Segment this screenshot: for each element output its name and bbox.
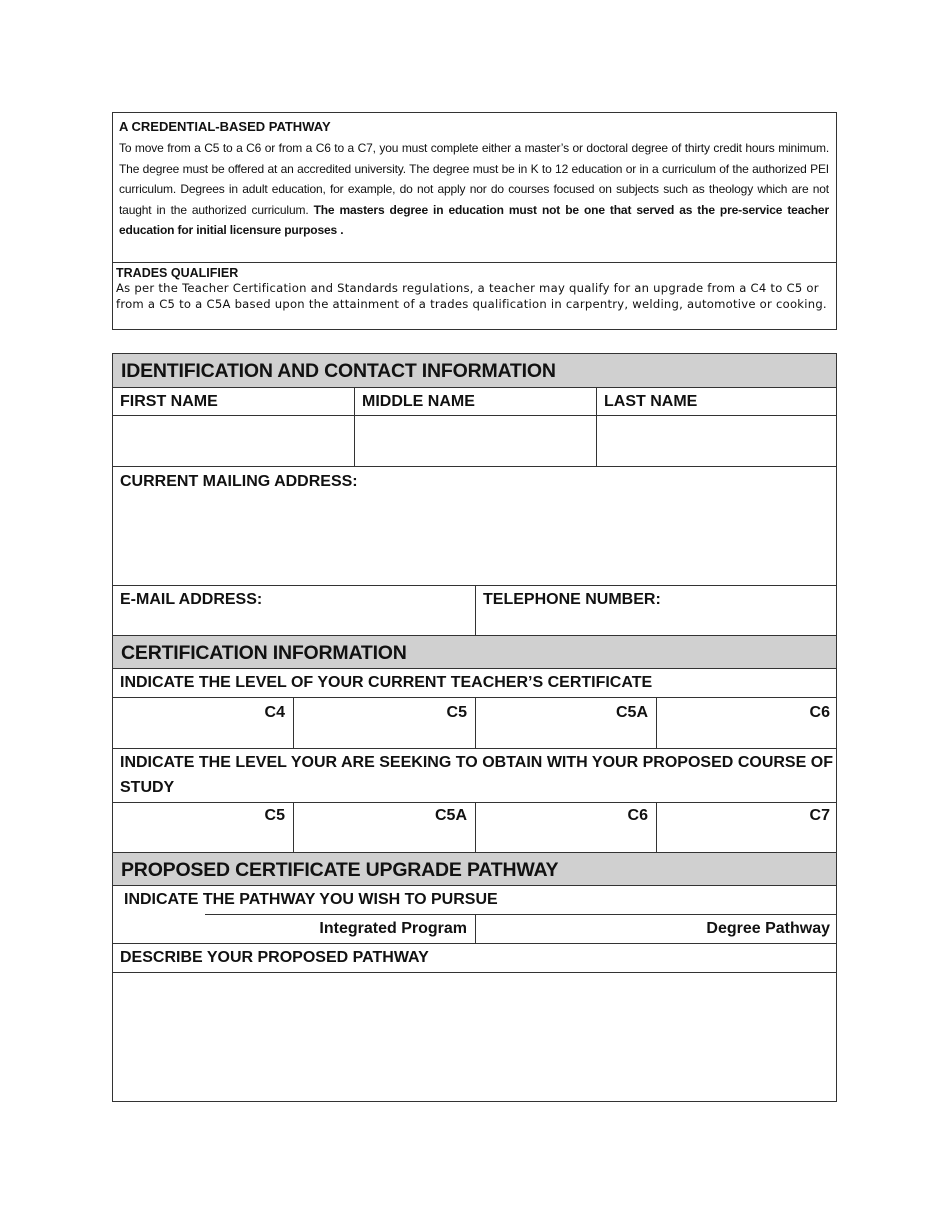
identification-header (113, 354, 836, 388)
seeking-level-option[interactable] (476, 803, 657, 852)
email-field[interactable] (113, 586, 476, 635)
identification-heading: IDENTIFICATION AND CONTACT INFORMATION (121, 360, 556, 382)
seeking-level-label-row (113, 749, 836, 803)
current-level-options (113, 698, 836, 749)
credential-pathway-body-bold: The masters degree in education must not be one that served as the pre-service teacher education for initial licensure purposes . (119, 202, 829, 238)
middle-name-field[interactable] (355, 416, 597, 466)
mailing-address-field[interactable] (113, 467, 836, 586)
degree-pathway-label: Degree Pathway (706, 920, 830, 937)
current-level-option[interactable] (476, 698, 657, 748)
first-name-label: FIRST NAME (120, 393, 218, 410)
last-name-label: LAST NAME (604, 393, 698, 410)
current-level-c4: C4 (264, 704, 285, 721)
trades-qualifier-body: As per the Teacher Certification and Standards regulations, a teacher may qualify for an upgrade from a C4 to C5 or from a C5 to a C5A based upon the attainment of a trades qualification in carpentry, welding, automotive or cooking. (116, 281, 827, 311)
certification-heading: CERTIFICATION INFORMATION (121, 642, 407, 664)
last-name-field[interactable] (597, 416, 838, 466)
telephone-label: TELEPHONE NUMBER: (483, 591, 661, 608)
pathway-option-integrated[interactable] (113, 915, 476, 943)
seeking-level-c6: C6 (627, 807, 648, 824)
seeking-level-c5a: C5A (434, 807, 467, 824)
credential-pathway-heading: A CREDENTIAL-BASED PATHWAY (119, 119, 331, 134)
pathway-header (113, 853, 836, 886)
describe-pathway-label-row (113, 944, 836, 973)
name-labels-row (113, 388, 836, 416)
integrated-program-label: Integrated Program (319, 920, 467, 937)
current-level-label-row (113, 669, 836, 698)
seeking-level-label: INDICATE THE LEVEL YOUR ARE SEEKING TO OBTAIN WITH YOUR PROPOSED COURSE OF STUDY (120, 754, 833, 796)
current-level-label: INDICATE THE LEVEL OF YOUR CURRENT TEACHER’S CERTIFICATE (120, 674, 653, 691)
seeking-level-option[interactable] (113, 803, 294, 852)
pathway-options (113, 915, 836, 944)
contact-row (113, 586, 836, 636)
pathway-indicate-label: INDICATE THE PATHWAY YOU WISH TO PURSUE (124, 891, 498, 908)
current-level-c5a: C5A (615, 704, 648, 721)
credential-pathway-section (113, 113, 836, 263)
trades-qualifier-heading: TRADES QUALIFIER (116, 266, 239, 280)
seeking-level-options (113, 803, 836, 853)
pathway-indicate-row (113, 886, 836, 915)
email-label: E-MAIL ADDRESS: (120, 591, 263, 608)
pathway-heading: PROPOSED CERTIFICATE UPGRADE PATHWAY (121, 859, 559, 881)
seeking-level-option[interactable] (294, 803, 476, 852)
current-level-option[interactable] (657, 698, 838, 748)
current-level-option[interactable] (113, 698, 294, 748)
name-fields-row (113, 416, 836, 467)
trades-qualifier-section (113, 264, 836, 312)
info-box (112, 112, 837, 330)
current-level-c5: C5 (446, 704, 467, 721)
first-name-field[interactable] (113, 416, 355, 466)
telephone-field[interactable] (476, 586, 838, 635)
seeking-level-c7: C7 (809, 807, 830, 824)
seeking-level-option[interactable] (657, 803, 838, 852)
credential-pathway-text (119, 138, 829, 241)
application-form (112, 353, 837, 1102)
seeking-level-c5: C5 (264, 807, 285, 824)
current-level-option[interactable] (294, 698, 476, 748)
describe-pathway-field[interactable] (113, 973, 836, 1101)
current-level-c6: C6 (809, 704, 830, 721)
credential-pathway-body: To move from a C5 to a C6 or from a C6 to a C7, you must complete either a master’s or doctoral degree of thirty credit hours minimum. The degree must be offered at an accredited university. The degree must be in K to 12 education or in a curriculum of the authorized PEI curriculum. Degrees in adult education, for example, do not apply nor do courses focused on subjects such as theology which are not taught in the authorized curriculum. (119, 141, 829, 217)
mailing-address-label: CURRENT MAILING ADDRESS: (120, 473, 358, 490)
certification-header (113, 636, 836, 669)
describe-pathway-label: DESCRIBE YOUR PROPOSED PATHWAY (120, 949, 429, 966)
middle-name-label: MIDDLE NAME (362, 393, 475, 410)
pathway-option-degree[interactable] (476, 915, 838, 943)
